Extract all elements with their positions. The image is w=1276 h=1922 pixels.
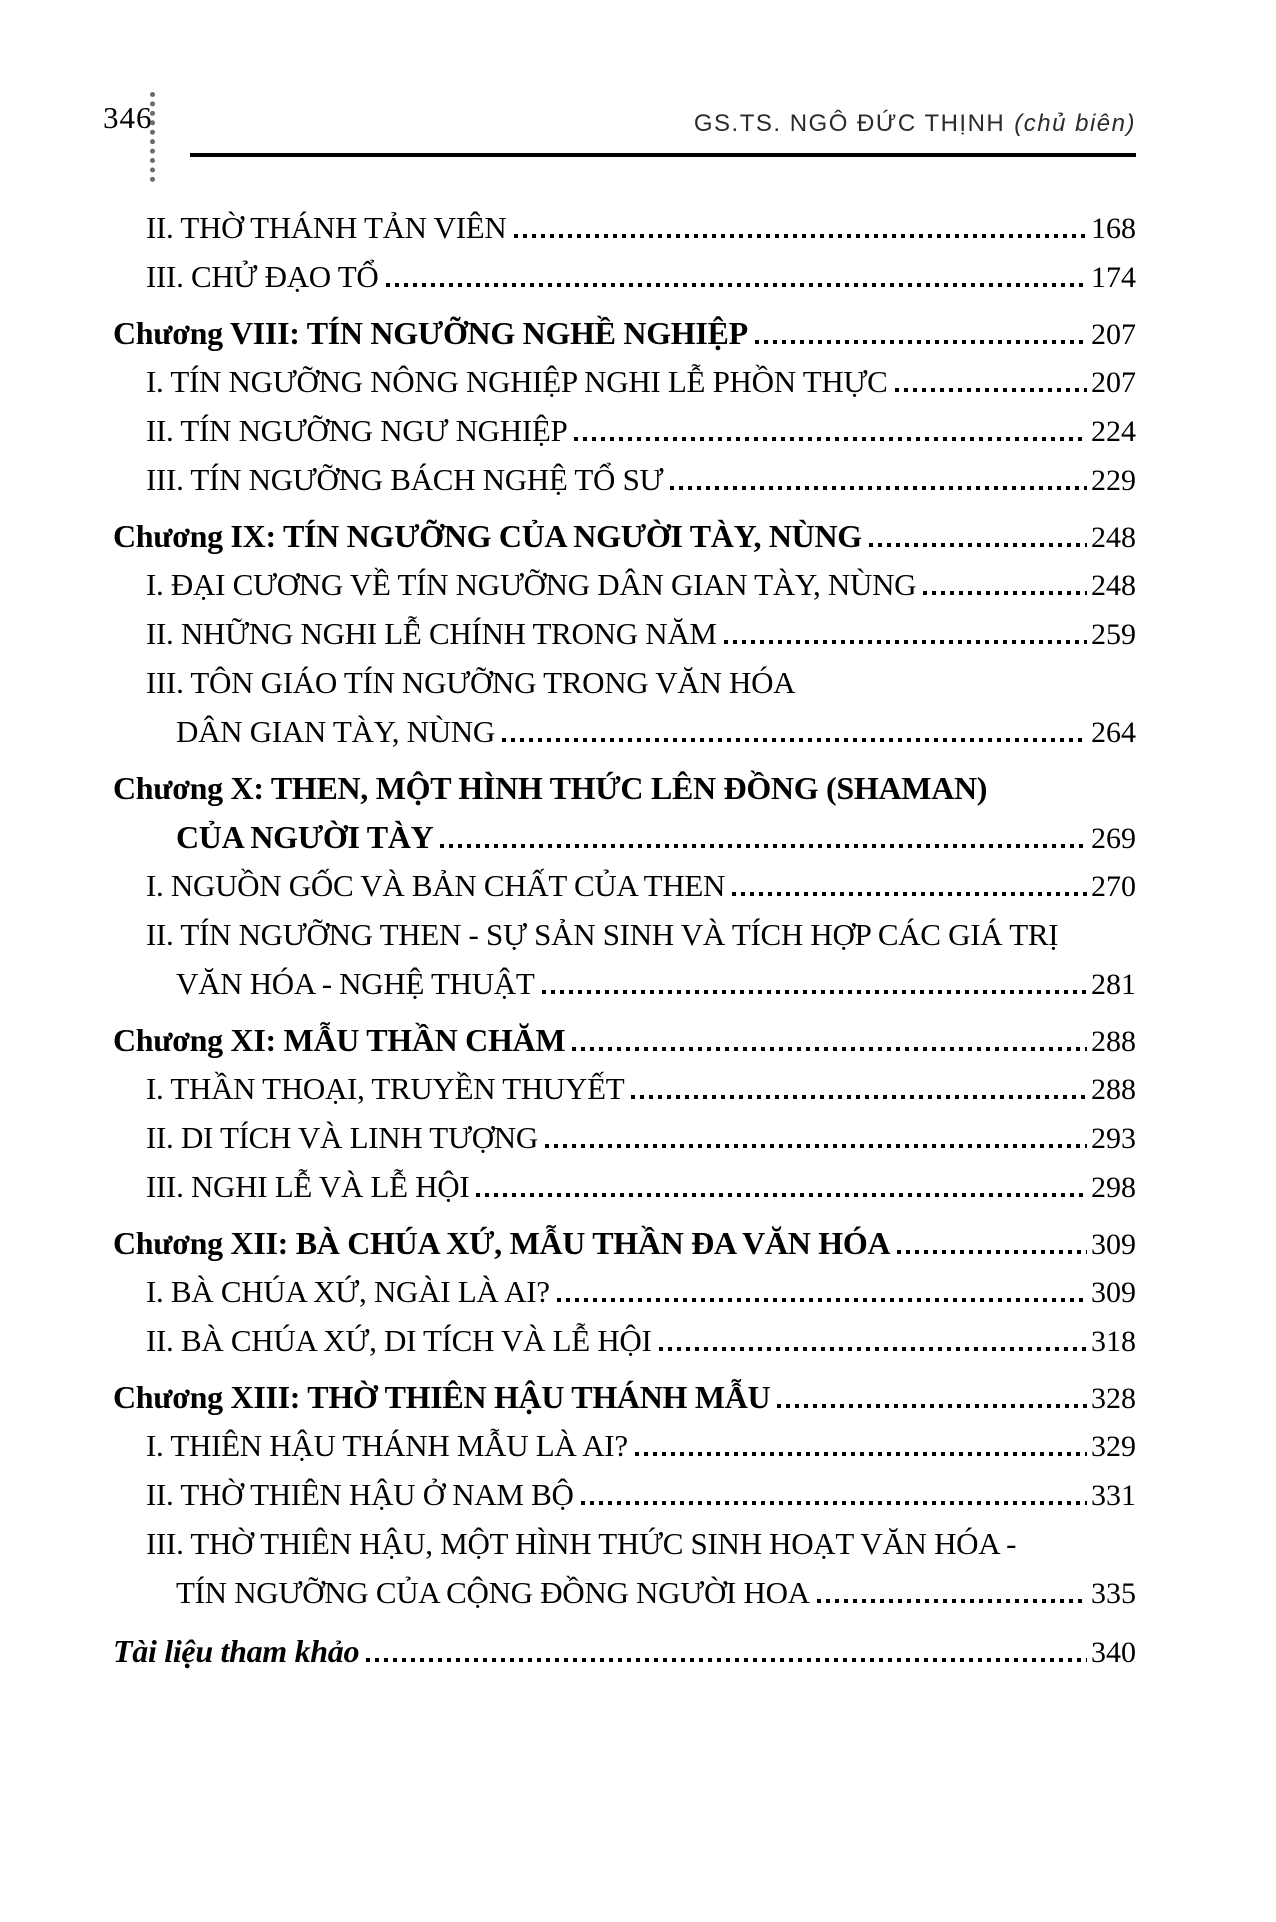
toc-line [113,1428,1136,1477]
table-of-contents [113,210,1136,1682]
dot-leader [476,1193,1087,1197]
toc-entry-title: Chương XI: MẪU THẦN CHĂM [113,1022,566,1058]
toc-page-number: 298 [1091,1171,1136,1204]
toc-line [113,315,1136,364]
toc-page-number: 207 [1091,366,1136,399]
toc-entry-title: II. BÀ CHÚA XỨ, DI TÍCH VÀ LỄ HỘI [146,1323,652,1358]
toc-line [113,819,1136,868]
toc-line [113,1225,1136,1274]
toc-entry-title: III. NGHI LỄ VÀ LỄ HỘI [146,1169,470,1204]
toc-line [113,1274,1136,1323]
toc-page-number: 318 [1091,1325,1136,1358]
toc-entry [113,462,1136,511]
toc-page-number: 270 [1091,870,1136,903]
toc-page-number: 264 [1091,716,1136,749]
toc-line [113,1071,1136,1120]
toc-page-number: 224 [1091,415,1136,448]
toc-entry [113,1225,1136,1274]
toc-entry-title: Chương X: THEN, MỘT HÌNH THỨC LÊN ĐỒNG (SHAMAN) [113,770,988,806]
toc-page-number: 335 [1091,1577,1136,1610]
toc-line [113,1323,1136,1372]
toc-entry-title: VĂN HÓA - NGHỆ THUẬT [176,966,535,1001]
dot-leader [557,1298,1087,1302]
toc-entry-title: Chương VIII: TÍN NGƯỠNG NGHỀ NGHIỆP [113,315,748,351]
ornament-chain-icon [150,92,155,182]
toc-entry-title: Tài liệu tham khảo [113,1633,360,1669]
toc-page-number: 328 [1091,1382,1136,1415]
toc-page-number: 168 [1091,212,1136,245]
dot-leader [514,234,1088,238]
toc-page-number: 340 [1091,1636,1136,1669]
toc-page-number: 331 [1091,1479,1136,1512]
dot-leader [545,1144,1087,1148]
toc-entry [113,1379,1136,1428]
toc-line [113,1477,1136,1526]
toc-entry [113,413,1136,462]
toc-page-number: 207 [1091,318,1136,351]
running-head-role: (chủ biên) [1014,110,1136,137]
dot-leader [574,437,1087,441]
toc-entry [113,1274,1136,1323]
toc-entry-title: I. NGUỒN GỐC VÀ BẢN CHẤT CỦA THEN [146,868,726,903]
toc-line [113,616,1136,665]
toc-page-number: 309 [1091,1276,1136,1309]
toc-entry-title: II. DI TÍCH VÀ LINH TƯỢNG [146,1120,538,1155]
toc-page-number: 281 [1091,968,1136,1001]
toc-page-number: 229 [1091,464,1136,497]
toc-line [113,210,1136,259]
toc-entry [113,259,1136,308]
toc-line [113,364,1136,413]
toc-entry [113,210,1136,259]
toc-entry-title: II. TÍN NGƯỠNG THEN - SỰ SẢN SINH VÀ TÍCH HỢP CÁC GIÁ TRỊ [146,917,1059,952]
toc-line [113,868,1136,917]
toc-line [113,714,1136,763]
toc-entry-title: I. THIÊN HẬU THÁNH MẪU LÀ AI? [146,1428,628,1463]
dot-leader [777,1404,1087,1408]
toc-entry-title: I. THẦN THOẠI, TRUYỀN THUYẾT [146,1071,625,1106]
toc-entry [113,1022,1136,1071]
dot-leader [817,1599,1087,1603]
folio-page-number: 346 [103,100,153,135]
dot-leader [732,892,1087,896]
dot-leader [670,486,1087,490]
toc-entry [113,665,1136,763]
toc-entry-title: II. THỜ THIÊN HẬU Ở NAM BỘ [146,1477,574,1512]
toc-entry-title: III. TÍN NGƯỠNG BÁCH NGHỆ TỔ SƯ [146,462,664,497]
toc-line [113,917,1136,966]
toc-entry [113,917,1136,1015]
toc-page-number: 248 [1091,521,1136,554]
dot-leader [572,1047,1087,1051]
dot-leader [581,1501,1087,1505]
dot-leader [440,844,1087,848]
toc-line [113,770,1136,819]
running-head-author: GS.TS. NGÔ ĐỨC THỊNH [693,110,1006,137]
toc-entry [113,1633,1136,1682]
toc-line [113,1526,1136,1575]
toc-entry-title: Chương IX: TÍN NGƯỠNG CỦA NGƯỜI TÀY, NÙNG [113,518,862,554]
toc-entry-title: II. THỜ THÁNH TẢN VIÊN [146,210,507,245]
toc-entry-title: I. ĐẠI CƯƠNG VỀ TÍN NGƯỠNG DÂN GIAN TÀY, NÙNG [146,567,917,602]
toc-entry-title: I. BÀ CHÚA XỨ, NGÀI LÀ AI? [146,1274,550,1309]
header-rule [190,153,1136,157]
toc-line [113,1120,1136,1169]
dot-leader [755,340,1087,344]
toc-entry [113,616,1136,665]
dot-leader [869,543,1087,547]
dot-leader [386,283,1087,287]
toc-entry-title: III. CHỬ ĐẠO TỔ [146,259,379,294]
toc-entry [113,518,1136,567]
toc-line [113,1022,1136,1071]
toc-entry-title: II. TÍN NGƯỠNG NGƯ NGHIỆP [146,413,568,448]
toc-entry [113,364,1136,413]
dot-leader [502,738,1087,742]
dot-leader [631,1095,1087,1099]
toc-entry-title: TÍN NGƯỠNG CỦA CỘNG ĐỒNG NGƯỜI HOA [176,1575,810,1610]
running-head [694,110,1136,138]
toc-page-number: 259 [1091,618,1136,651]
dot-leader [923,591,1087,595]
toc-page-number: 248 [1091,569,1136,602]
toc-line [113,1575,1136,1624]
toc-entry [113,1477,1136,1526]
dot-leader [659,1347,1087,1351]
toc-page-number: 269 [1091,822,1136,855]
toc-entry [113,770,1136,868]
toc-line [113,1169,1136,1218]
toc-entry [113,1323,1136,1372]
toc-entry [113,315,1136,364]
toc-entry [113,1169,1136,1218]
toc-line [113,966,1136,1015]
dot-leader [542,990,1087,994]
dot-leader [366,1658,1087,1662]
toc-entry-title: Chương XIII: THỜ THIÊN HẬU THÁNH MẪU [113,1379,771,1415]
dot-leader [895,388,1087,392]
toc-entry-title: III. TÔN GIÁO TÍN NGƯỠNG TRONG VĂN HÓA [146,665,796,700]
toc-page-number: 293 [1091,1122,1136,1155]
toc-line [113,567,1136,616]
toc-entry [113,567,1136,616]
toc-page-number: 288 [1091,1073,1136,1106]
dot-leader [897,1250,1087,1254]
toc-entry [113,868,1136,917]
toc-entry [113,1120,1136,1169]
toc-page-number: 309 [1091,1228,1136,1261]
toc-entry-title: Chương XII: BÀ CHÚA XỨ, MẪU THẦN ĐA VĂN HÓA [113,1225,891,1261]
toc-page-number: 288 [1091,1025,1136,1058]
toc-line [113,1379,1136,1428]
toc-entry [113,1526,1136,1624]
toc-page-number: 174 [1091,261,1136,294]
toc-entry-title: DÂN GIAN TÀY, NÙNG [176,714,495,749]
toc-page-number: 329 [1091,1430,1136,1463]
toc-line [113,1633,1136,1682]
dot-leader [724,640,1087,644]
toc-entry-title: CỦA NGƯỜI TÀY [176,819,434,855]
toc-line [113,413,1136,462]
toc-entry [113,1428,1136,1477]
toc-entry [113,1071,1136,1120]
toc-entry-title: I. TÍN NGƯỠNG NÔNG NGHIỆP NGHI LỄ PHỒN THỰC [146,364,888,399]
toc-entry-title: II. NHỮNG NGHI LỄ CHÍNH TRONG NĂM [146,616,717,651]
toc-line [113,462,1136,511]
dot-leader [635,1452,1087,1456]
toc-entry-title: III. THỜ THIÊN HẬU, MỘT HÌNH THỨC SINH HOẠT VĂN HÓA - [146,1526,1017,1561]
toc-line [113,518,1136,567]
toc-line [113,259,1136,308]
toc-line [113,665,1136,714]
